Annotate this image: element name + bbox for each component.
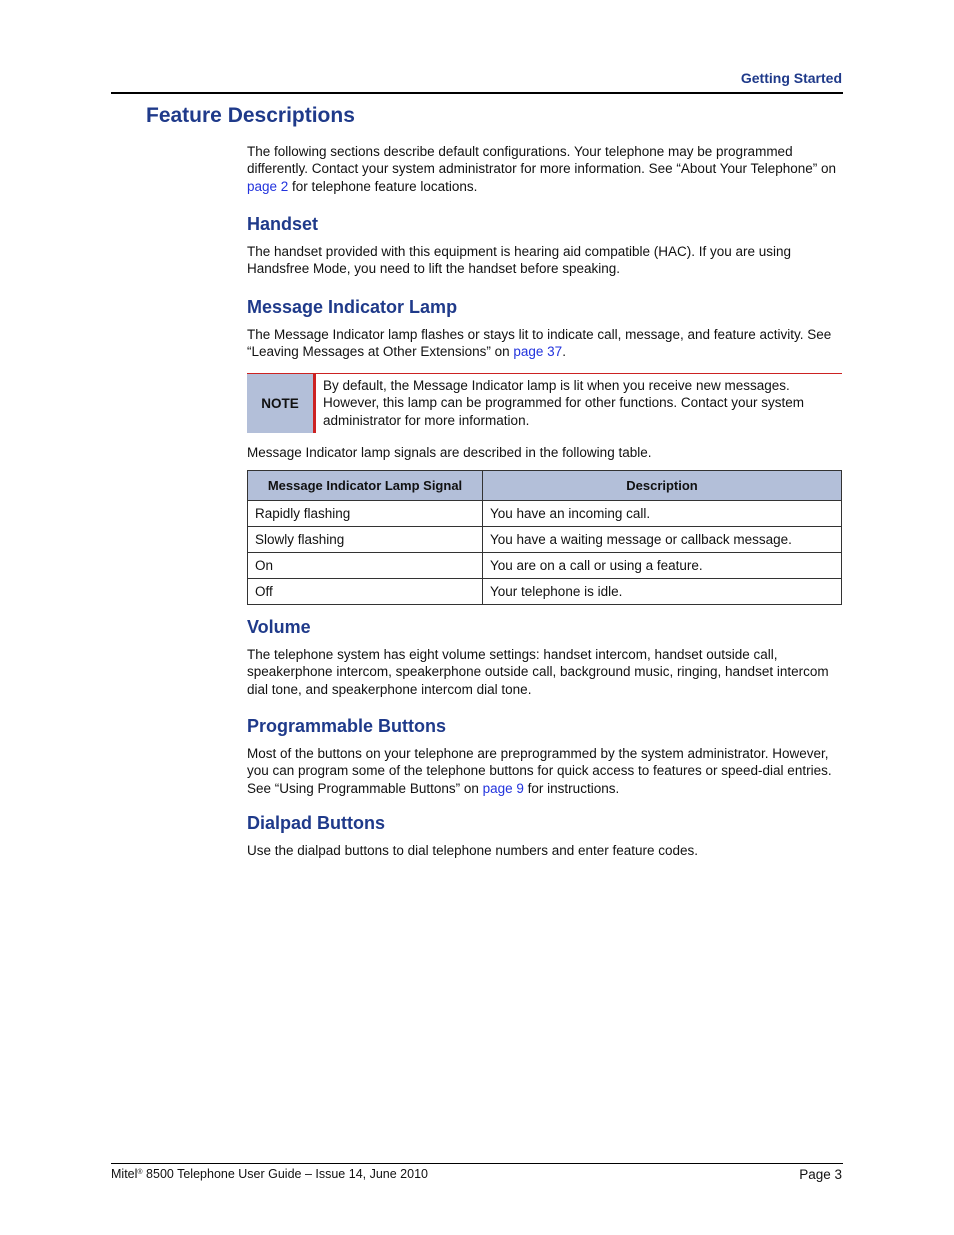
signal-cell: Rapidly flashing — [248, 501, 483, 527]
column-header-description: Description — [483, 471, 842, 501]
main-content — [247, 143, 842, 859]
dialpad-buttons-heading: Dialpad Buttons — [247, 813, 385, 833]
programmable-buttons-paragraph: Most of the buttons on your telephone are preprogrammed by the system administrator. However, you can program some of the telephone buttons for quick access to features or speed-dial entries. See “Using Programmable Buttons” on page 9 for instructions. — [247, 746, 832, 796]
page-9-link[interactable]: page 9 — [482, 780, 524, 796]
note-box — [247, 373, 842, 433]
handset-paragraph: The handset provided with this equipment is hearing aid compatible (HAC). If you are using Handsfree Mode, you need to lift the handset before speaking. — [247, 244, 792, 277]
footer-rule — [111, 1163, 843, 1164]
signal-cell: On — [248, 553, 483, 579]
note-label: NOTE — [247, 374, 316, 433]
footer-document-title: Mitel® 8500 Telephone User Guide – Issue 14, June 2010 — [111, 1167, 428, 1181]
table-header-row — [248, 471, 842, 501]
table-row — [248, 501, 842, 527]
message-lamp-heading: Message Indicator Lamp — [247, 297, 458, 317]
signal-cell: Off — [248, 579, 483, 605]
handset-heading: Handset — [247, 214, 319, 234]
dialpad-buttons-paragraph: Use the dialpad buttons to dial telephone numbers and enter feature codes. — [247, 843, 699, 858]
description-cell: Your telephone is idle. — [483, 579, 842, 605]
message-lamp-paragraph: The Message Indicator lamp flashes or stays lit to indicate call, message, and feature activity. See “Leaving Messages at Other Extensions” on page 37. — [247, 327, 832, 360]
table-intro: Message Indicator lamp signals are described in the following table. — [247, 445, 652, 460]
table-row — [248, 527, 842, 553]
programmable-buttons-heading: Programmable Buttons — [247, 716, 447, 736]
volume-heading: Volume — [247, 617, 311, 637]
page-number: Page 3 — [799, 1167, 842, 1182]
table-row — [248, 553, 842, 579]
page-title: Feature Descriptions — [146, 104, 355, 127]
running-header-section: Getting Started — [740, 70, 842, 86]
lamp-signal-table — [247, 470, 842, 605]
column-header-signal: Message Indicator Lamp Signal — [248, 471, 483, 501]
intro-paragraph: The following sections describe default configurations. Your telephone may be programmed differently. Contact your system administrator for more information. See “About Your Telephone” on page 2 for telephone feature locations. — [247, 144, 837, 194]
page-37-link[interactable]: page 37 — [513, 344, 563, 360]
note-text: By default, the Message Indicator lamp is lit when you receive new messages. However, this lamp can be programmed for other functions. Contact your system administrator for more information. — [323, 378, 804, 428]
header-rule — [111, 92, 843, 94]
page-2-link[interactable]: page 2 — [247, 178, 289, 194]
description-cell: You have an incoming call. — [483, 501, 842, 527]
table-row — [248, 579, 842, 605]
description-cell: You have a waiting message or callback message. — [483, 527, 842, 553]
description-cell: You are on a call or using a feature. — [483, 553, 842, 579]
signal-cell: Slowly flashing — [248, 527, 483, 553]
volume-paragraph: The telephone system has eight volume settings: handset intercom, handset outside call, speakerphone intercom, speakerphone outside call, background music, ringing, handset intercom dial tone, and speakerphone intercom dial tone. — [247, 647, 829, 697]
